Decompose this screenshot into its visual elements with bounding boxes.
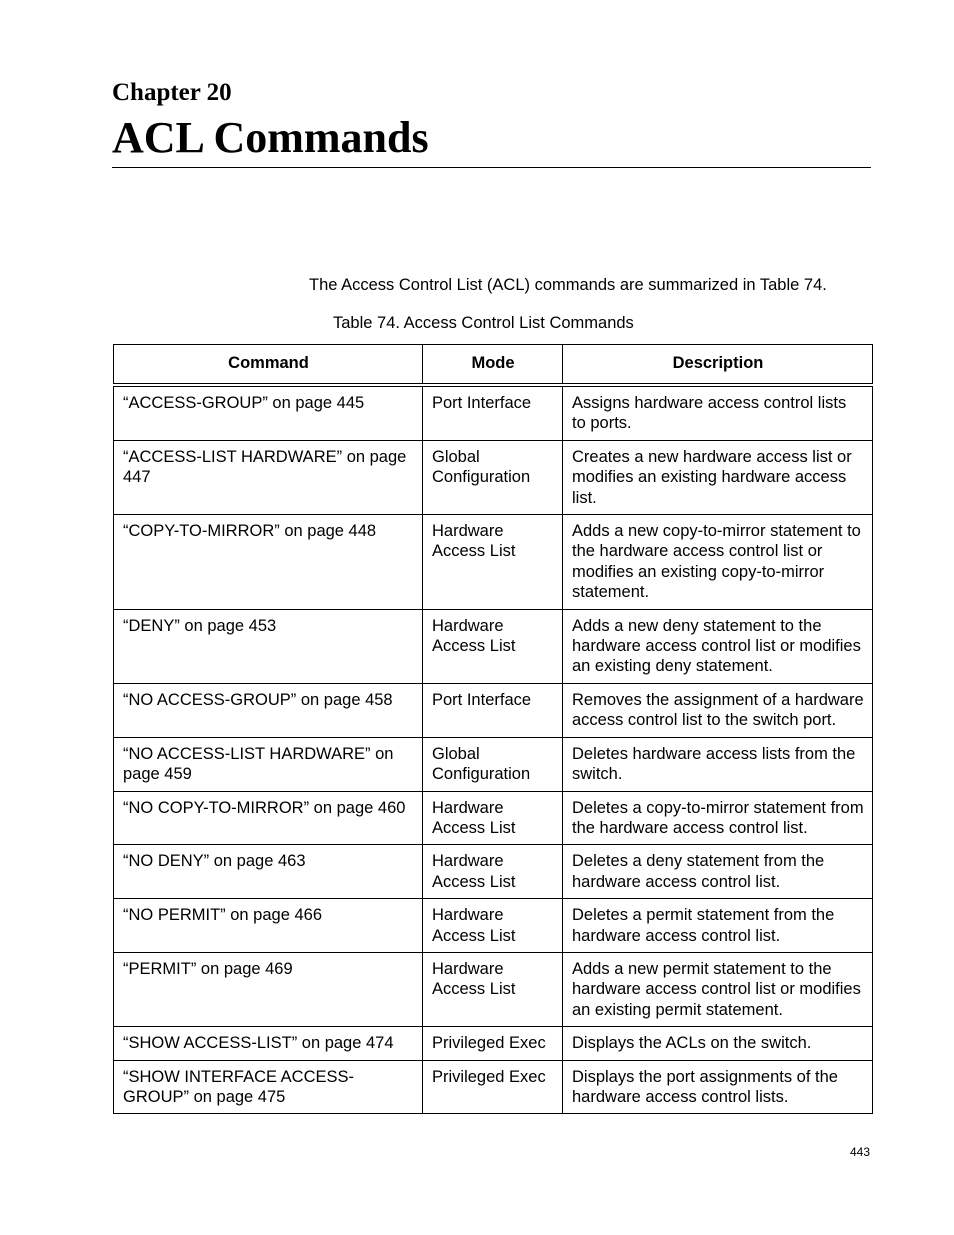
table-row	[114, 791, 873, 845]
mode-cell: Hardware Access List	[423, 609, 563, 683]
description-cell: Displays the port assignments of the hardware access control lists.	[563, 1060, 873, 1114]
command-cell[interactable]: “NO ACCESS-LIST HARDWARE” on page 459	[114, 737, 423, 791]
mode-cell: Global Configuration	[423, 440, 563, 514]
table-row	[114, 440, 873, 514]
table-row	[114, 385, 873, 440]
command-cell[interactable]: “COPY-TO-MIRROR” on page 448	[114, 515, 423, 610]
description-cell: Deletes a permit statement from the hardware access control list.	[563, 899, 873, 953]
description-cell: Creates a new hardware access list or modifies an existing hardware access list.	[563, 440, 873, 514]
command-cell[interactable]: “ACCESS-LIST HARDWARE” on page 447	[114, 440, 423, 514]
column-header-command: Command	[114, 345, 423, 386]
description-cell: Adds a new deny statement to the hardware access control list or modifies an existing deny statement.	[563, 609, 873, 683]
command-cell[interactable]: “DENY” on page 453	[114, 609, 423, 683]
mode-cell: Hardware Access List	[423, 515, 563, 610]
mode-cell: Privileged Exec	[423, 1060, 563, 1114]
mode-cell: Global Configuration	[423, 737, 563, 791]
page-number: 443	[850, 1145, 871, 1159]
chapter-label: Chapter 20	[112, 79, 232, 106]
table-header-row	[114, 345, 873, 386]
description-cell: Adds a new copy-to-mirror statement to the hardware access control list or modifies an existing copy-to-mirror statement.	[563, 515, 873, 610]
command-cell[interactable]: “NO COPY-TO-MIRROR” on page 460	[114, 791, 423, 845]
table-row	[114, 952, 873, 1026]
description-cell: Displays the ACLs on the switch.	[563, 1027, 873, 1060]
table-row	[114, 1027, 873, 1060]
command-cell[interactable]: “SHOW ACCESS-LIST” on page 474	[114, 1027, 423, 1060]
description-cell: Adds a new permit statement to the hardware access control list or modifies an existing permit statement.	[563, 952, 873, 1026]
description-cell: Removes the assignment of a hardware access control list to the switch port.	[563, 683, 873, 737]
table-row	[114, 609, 873, 683]
description-cell: Deletes a copy-to-mirror statement from the hardware access control list.	[563, 791, 873, 845]
mode-cell: Privileged Exec	[423, 1027, 563, 1060]
acl-commands-table	[113, 344, 873, 1114]
command-cell[interactable]: “SHOW INTERFACE ACCESS-GROUP” on page 475	[114, 1060, 423, 1114]
intro-paragraph: The Access Control List (ACL) commands are summarized in Table 74.	[309, 276, 827, 294]
table-row	[114, 899, 873, 953]
command-cell[interactable]: “PERMIT” on page 469	[114, 952, 423, 1026]
column-header-mode: Mode	[423, 345, 563, 386]
description-cell: Deletes a deny statement from the hardware access control list.	[563, 845, 873, 899]
mode-cell: Port Interface	[423, 385, 563, 440]
command-cell[interactable]: “NO DENY” on page 463	[114, 845, 423, 899]
mode-cell: Hardware Access List	[423, 899, 563, 953]
table-row	[114, 1060, 873, 1114]
table-row	[114, 737, 873, 791]
command-cell[interactable]: “NO ACCESS-GROUP” on page 458	[114, 683, 423, 737]
table-caption: Table 74. Access Control List Commands	[333, 314, 634, 332]
column-header-description: Description	[563, 345, 873, 386]
table-row	[114, 845, 873, 899]
mode-cell: Port Interface	[423, 683, 563, 737]
command-cell[interactable]: “ACCESS-GROUP” on page 445	[114, 385, 423, 440]
description-cell: Assigns hardware access control lists to ports.	[563, 385, 873, 440]
title-divider	[112, 167, 871, 168]
table-row	[114, 683, 873, 737]
mode-cell: Hardware Access List	[423, 845, 563, 899]
mode-cell: Hardware Access List	[423, 952, 563, 1026]
mode-cell: Hardware Access List	[423, 791, 563, 845]
command-cell[interactable]: “NO PERMIT” on page 466	[114, 899, 423, 953]
page-title: ACL Commands	[112, 113, 429, 162]
description-cell: Deletes hardware access lists from the switch.	[563, 737, 873, 791]
table-row	[114, 515, 873, 610]
